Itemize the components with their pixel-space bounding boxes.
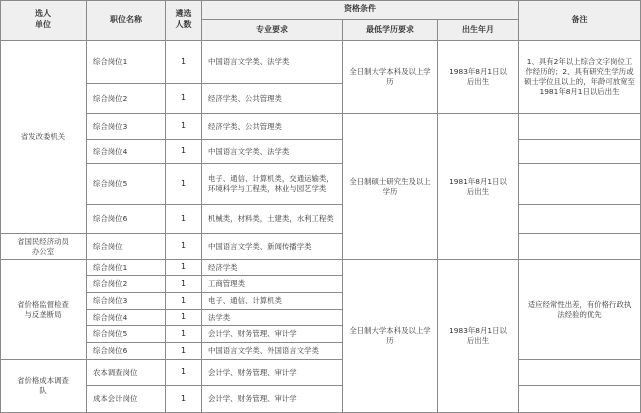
header-remarks: 备注 xyxy=(519,0,641,41)
major-cell: 经济学类、公共管理类 xyxy=(202,84,343,114)
unit-cell: 省国民经济动员 办公室 xyxy=(0,234,87,260)
post-cell: 综合岗位2 xyxy=(87,84,166,114)
count-cell: 1 xyxy=(166,260,202,276)
count-cell: 1 xyxy=(166,360,202,386)
unit-cell: 省发改委机关 xyxy=(0,41,87,234)
count-cell: 1 xyxy=(166,386,202,413)
count-cell: 1 xyxy=(166,41,202,84)
education-cell: 全日制大学本科及以上学历 xyxy=(343,41,438,114)
post-cell: 综合岗位4 xyxy=(87,310,166,326)
major-cell: 中国语言文学类、外国语言文学类 xyxy=(202,343,343,360)
header-post: 职位名称 xyxy=(87,0,166,41)
post-cell: 综合岗位3 xyxy=(87,293,166,310)
major-cell: 电子、通信、计算机类，交通运输类，环境科学与工程类，林业与园艺学类 xyxy=(202,164,343,205)
major-cell: 机械类，材料类，土建类，水利工程类 xyxy=(202,205,343,234)
count-cell: 1 xyxy=(166,310,202,326)
major-cell: 中国语言文学类、法学类 xyxy=(202,140,343,164)
count-cell: 1 xyxy=(166,276,202,293)
birth-cell: 1981年8月1日以后出生 xyxy=(438,114,519,260)
major-cell: 会计学、财务管理、审计学 xyxy=(202,386,343,413)
count-cell: 1 xyxy=(166,343,202,360)
header-birth: 出生年月 xyxy=(438,20,519,41)
major-cell: 中国语言文学类、新闻传播学类 xyxy=(202,234,343,260)
remarks-empty-cell xyxy=(519,114,641,140)
header-unit: 选人 单位 xyxy=(0,0,87,41)
remarks-cell: 适应经常性出差，有价格行政执法经验的优先 xyxy=(519,260,641,360)
major-cell: 经济学类、公共管理类 xyxy=(202,114,343,140)
major-cell: 工商管理类 xyxy=(202,276,343,293)
remarks-empty-cell xyxy=(519,234,641,260)
count-cell: 1 xyxy=(166,114,202,140)
header-qualifications: 资格条件 xyxy=(202,0,519,20)
post-cell: 综合岗位1 xyxy=(87,41,166,84)
post-cell: 综合岗位5 xyxy=(87,164,166,205)
count-cell: 1 xyxy=(166,84,202,114)
remarks-cell: 1、具有2年以上综合文字岗位工作经历的；2、具有研究生学历或硕士学位且以上的，年龄可放宽至1981年8月1日以后出生 xyxy=(519,41,641,114)
count-cell: 1 xyxy=(166,293,202,310)
post-cell: 成本会计岗位 xyxy=(87,386,166,413)
post-cell: 综合岗位4 xyxy=(87,140,166,164)
remarks-empty-cell xyxy=(519,140,641,164)
post-cell: 综合岗位3 xyxy=(87,114,166,140)
header-count: 遴选 人数 xyxy=(166,0,202,41)
header-major: 专业要求 xyxy=(202,20,343,41)
unit-cell: 省价格成本调查 队 xyxy=(0,360,87,413)
remarks-empty-cell xyxy=(519,386,641,413)
post-cell: 综合岗位 xyxy=(87,234,166,260)
count-cell: 1 xyxy=(166,205,202,234)
count-cell: 1 xyxy=(166,234,202,260)
count-cell: 1 xyxy=(166,164,202,205)
major-cell: 会计学、财务管理、审计学 xyxy=(202,326,343,343)
count-cell: 1 xyxy=(166,326,202,343)
education-cell: 全日制硕士研究生及以上学历 xyxy=(343,114,438,260)
major-cell: 经济学类 xyxy=(202,260,343,276)
major-cell: 法学类 xyxy=(202,310,343,326)
post-cell: 综合岗位2 xyxy=(87,276,166,293)
remarks-empty-cell xyxy=(519,360,641,386)
major-cell: 会计学、财务管理、审计学 xyxy=(202,360,343,386)
post-cell: 综合岗位5 xyxy=(87,326,166,343)
header-education: 最低学历要求 xyxy=(343,20,438,41)
post-cell: 综合岗位6 xyxy=(87,205,166,234)
remarks-empty-cell xyxy=(519,164,641,205)
post-cell: 农本调查岗位 xyxy=(87,360,166,386)
unit-cell: 省价格监督检查 与反垄断局 xyxy=(0,260,87,360)
birth-cell: 1983年8月1日以后出生 xyxy=(438,260,519,413)
major-cell: 电子、通信、计算机类 xyxy=(202,293,343,310)
birth-cell: 1983年8月1日以后出生 xyxy=(438,41,519,114)
post-cell: 综合岗位6 xyxy=(87,343,166,360)
remarks-empty-cell xyxy=(519,205,641,234)
count-cell: 1 xyxy=(166,140,202,164)
post-cell: 综合岗位1 xyxy=(87,260,166,276)
major-cell: 中国语言文学类、法学类 xyxy=(202,41,343,84)
education-cell: 全日制大学本科及以上学历 xyxy=(343,260,438,413)
